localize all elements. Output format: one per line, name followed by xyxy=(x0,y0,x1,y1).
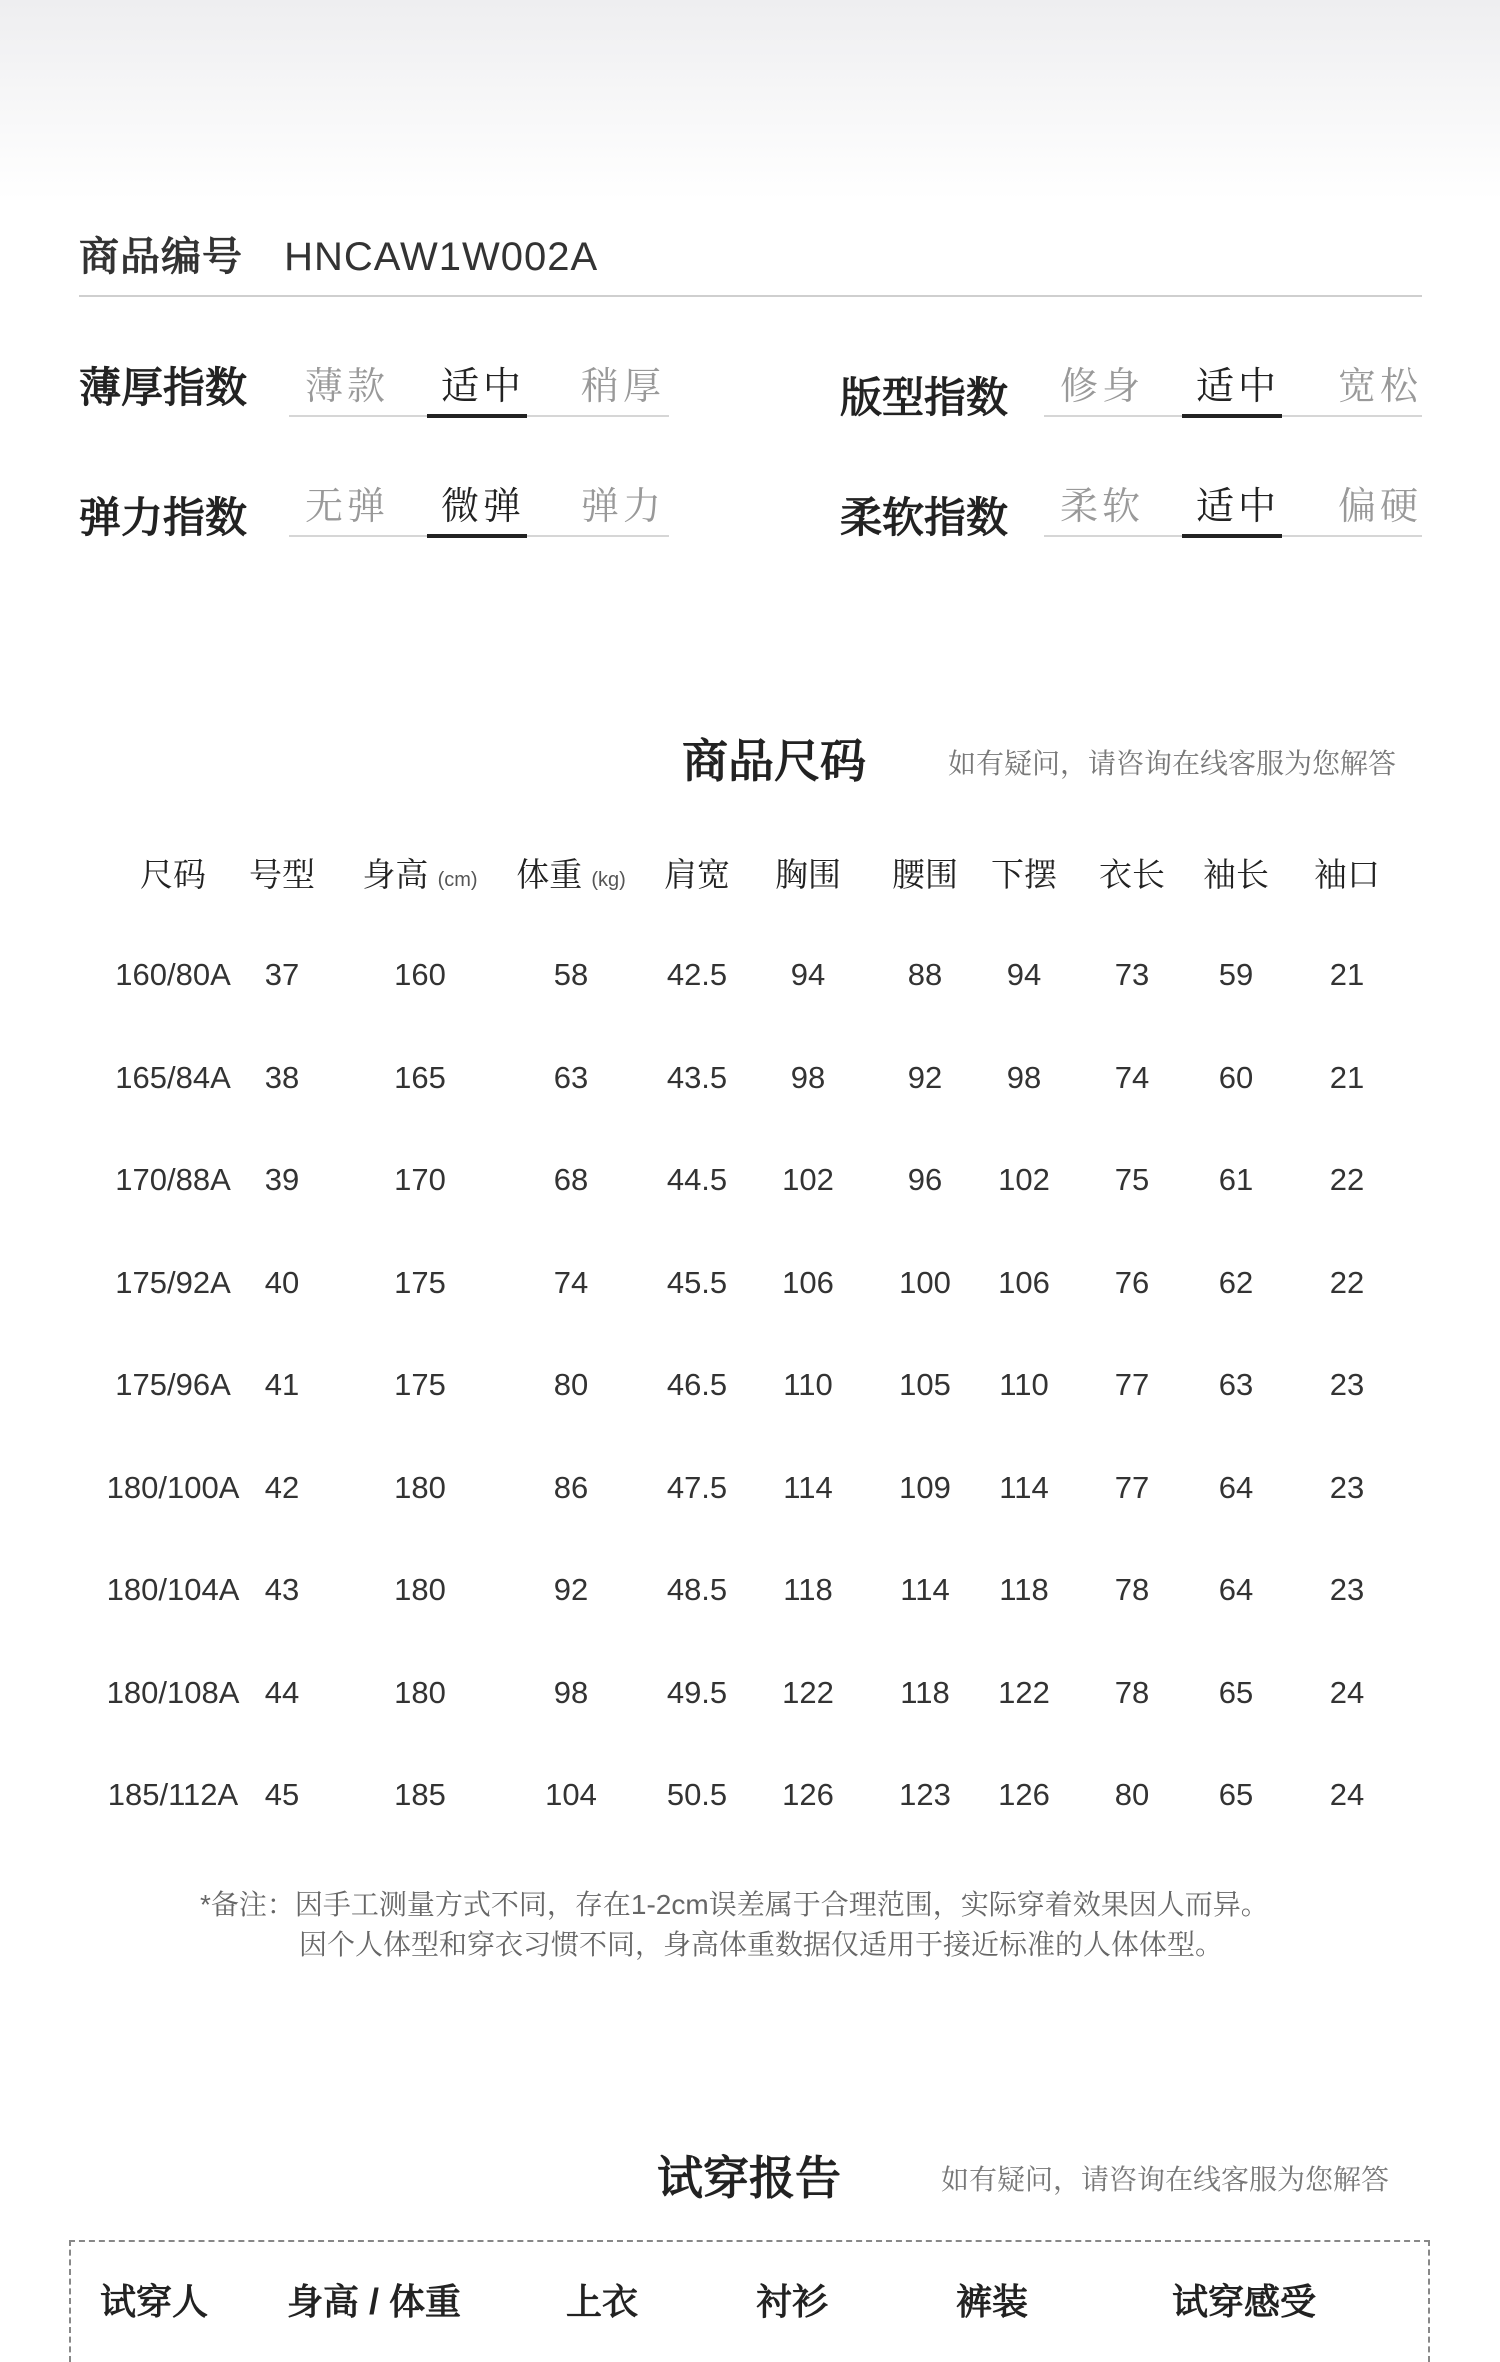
cell-length: 80 xyxy=(1114,1777,1150,1812)
header-weight: 体重 (kg) xyxy=(516,856,626,893)
size-note-line-2: 因个人体型和穿衣习惯不同，身高体重数据仅适用于接近标准的人体体型。 xyxy=(299,1929,1224,1960)
cell-length: 77 xyxy=(1114,1469,1150,1505)
cell-cuff: 22 xyxy=(1329,1264,1365,1300)
top-background xyxy=(0,0,1500,200)
cell-cuff: 21 xyxy=(1329,1059,1365,1095)
trial-header-person: 试穿人 xyxy=(100,2281,209,2322)
cell-hem: 126 xyxy=(998,1777,1050,1812)
cell-chest: 118 xyxy=(783,1572,833,1607)
cell-shoulder: 42.5 xyxy=(666,957,728,992)
header-sleeve-length: 袖长 xyxy=(1203,856,1269,893)
elasticity-option-stretch: 弹力 xyxy=(581,486,666,528)
fit-index-scale xyxy=(1044,355,1422,417)
elasticity-index xyxy=(79,475,669,555)
cell-hem: 114 xyxy=(999,1469,1049,1505)
table-row xyxy=(79,1765,1422,1868)
cell-length: 78 xyxy=(1114,1674,1150,1710)
cell-waist: 109 xyxy=(899,1469,951,1505)
size-table-body xyxy=(79,945,1422,1868)
cell-cuff: 23 xyxy=(1329,1469,1365,1505)
cell-fit-type: 41 xyxy=(264,1367,300,1402)
cell-sleeve-length: 63 xyxy=(1218,1367,1254,1402)
cell-hem: 94 xyxy=(1006,957,1042,992)
softness-option-soft: 柔软 xyxy=(1060,486,1145,528)
cell-sleeve-length: 64 xyxy=(1218,1572,1254,1607)
table-row xyxy=(79,1048,1422,1151)
cell-shoulder: 48.5 xyxy=(666,1572,728,1607)
cell-cuff: 24 xyxy=(1329,1777,1365,1812)
elasticity-index-label: 弹力指数 xyxy=(79,494,248,541)
header-waist: 腰围 xyxy=(892,856,958,893)
fit-option-medium: 适中 xyxy=(1196,366,1281,408)
header-weight-unit: (kg) xyxy=(591,869,626,891)
cell-length: 76 xyxy=(1114,1264,1150,1300)
cell-chest: 98 xyxy=(790,1059,826,1095)
cell-sleeve-length: 65 xyxy=(1218,1674,1254,1710)
size-note xyxy=(200,1885,1269,1965)
thickness-index xyxy=(79,355,669,435)
cell-cuff: 23 xyxy=(1329,1367,1365,1402)
cell-length: 77 xyxy=(1114,1367,1150,1402)
table-row xyxy=(79,945,1422,1048)
cell-size: 180/100A xyxy=(106,1469,240,1505)
cell-weight: 98 xyxy=(553,1674,589,1710)
cell-waist: 118 xyxy=(900,1674,950,1710)
softness-selected-marker xyxy=(1182,534,1282,538)
cell-weight: 86 xyxy=(553,1469,589,1505)
fit-selected-marker xyxy=(1182,414,1282,418)
table-row xyxy=(79,1150,1422,1253)
size-table xyxy=(79,845,1422,1868)
cell-hem: 106 xyxy=(998,1264,1050,1300)
header-chest: 胸围 xyxy=(775,856,841,893)
fit-index-label: 版型指数 xyxy=(840,374,1009,421)
cell-shoulder: 47.5 xyxy=(666,1469,728,1505)
trial-header-top: 上衣 xyxy=(566,2281,639,2322)
cell-waist: 92 xyxy=(907,1059,943,1095)
fit-option-slim: 修身 xyxy=(1060,366,1145,408)
size-section-hint: 如有疑问，请咨询在线客服为您解答 xyxy=(948,748,1397,779)
elasticity-option-none: 无弹 xyxy=(305,486,390,528)
table-row xyxy=(79,1663,1422,1766)
cell-weight: 92 xyxy=(553,1572,589,1607)
cell-length: 73 xyxy=(1114,957,1150,992)
cell-shoulder: 49.5 xyxy=(666,1674,728,1710)
cell-fit-type: 39 xyxy=(264,1162,300,1197)
trial-header-shirt: 衬衫 xyxy=(756,2281,829,2322)
cell-sleeve-length: 65 xyxy=(1218,1777,1254,1812)
cell-shoulder: 46.5 xyxy=(666,1367,728,1402)
cell-chest: 102 xyxy=(782,1162,834,1197)
cell-chest: 110 xyxy=(783,1367,833,1402)
cell-height: 170 xyxy=(394,1162,446,1197)
product-code-value: HNCAW1W002A xyxy=(284,235,599,279)
softness-option-stiff: 偏硬 xyxy=(1338,486,1423,528)
product-code-row xyxy=(79,225,598,282)
cell-sleeve-length: 62 xyxy=(1218,1264,1254,1300)
cell-height: 180 xyxy=(394,1469,446,1505)
cell-size: 175/96A xyxy=(115,1367,231,1402)
header-hem: 下摆 xyxy=(991,856,1057,893)
trial-header-pants: 裤装 xyxy=(956,2281,1029,2322)
size-note-line-1: *备注：因手工测量方式不同，存在1-2cm误差属于合理范围，实际穿着效果因人而异。 xyxy=(200,1889,1269,1920)
cell-hem: 118 xyxy=(999,1572,1049,1607)
header-height-unit: (cm) xyxy=(437,869,478,891)
table-row xyxy=(79,1355,1422,1458)
header-length: 衣长 xyxy=(1099,856,1165,893)
size-table-header xyxy=(79,845,1422,945)
cell-chest: 94 xyxy=(790,957,826,992)
cell-chest: 122 xyxy=(782,1674,834,1710)
thickness-selected-marker xyxy=(427,414,527,418)
cell-fit-type: 37 xyxy=(264,957,300,992)
cell-shoulder: 45.5 xyxy=(666,1264,728,1300)
fit-index xyxy=(840,355,1422,435)
divider xyxy=(79,295,1422,297)
cell-height: 180 xyxy=(394,1572,446,1607)
cell-chest: 114 xyxy=(783,1469,833,1505)
trial-header-height-weight: 身高 / 体重 xyxy=(287,2281,462,2322)
thickness-option-thick: 稍厚 xyxy=(581,366,666,408)
cell-weight: 63 xyxy=(553,1059,589,1095)
cell-fit-type: 43 xyxy=(264,1572,300,1607)
table-row xyxy=(79,1560,1422,1663)
cell-chest: 126 xyxy=(782,1777,834,1812)
cell-hem: 98 xyxy=(1006,1059,1042,1095)
cell-sleeve-length: 59 xyxy=(1218,957,1254,992)
cell-height: 160 xyxy=(394,957,446,992)
cell-size: 185/112A xyxy=(107,1777,239,1812)
fit-option-loose: 宽松 xyxy=(1338,366,1423,408)
softness-index xyxy=(840,475,1422,555)
cell-shoulder: 50.5 xyxy=(666,1777,728,1812)
product-code-label: 商品编号 xyxy=(79,235,243,279)
header-size: 尺码 xyxy=(140,856,206,893)
cell-hem: 122 xyxy=(998,1674,1050,1710)
cell-waist: 100 xyxy=(899,1264,951,1300)
cell-weight: 80 xyxy=(553,1367,589,1402)
cell-waist: 88 xyxy=(907,957,943,992)
trial-section-title: 试穿报告 xyxy=(657,2152,841,2204)
cell-weight: 104 xyxy=(545,1777,597,1812)
softness-index-label: 柔软指数 xyxy=(840,494,1009,541)
cell-size: 165/84A xyxy=(115,1059,231,1095)
thickness-index-scale xyxy=(289,355,669,417)
cell-length: 75 xyxy=(1114,1162,1150,1197)
thickness-index-label: 薄厚指数 xyxy=(79,364,248,411)
elasticity-index-scale xyxy=(289,475,669,537)
cell-hem: 110 xyxy=(999,1367,1049,1402)
softness-option-medium: 适中 xyxy=(1196,486,1281,528)
cell-fit-type: 45 xyxy=(264,1777,300,1812)
cell-waist: 114 xyxy=(900,1572,950,1607)
cell-hem: 102 xyxy=(998,1162,1050,1197)
cell-size: 175/92A xyxy=(115,1264,231,1300)
cell-height: 180 xyxy=(394,1674,446,1710)
cell-cuff: 21 xyxy=(1329,957,1365,992)
cell-weight: 74 xyxy=(553,1264,589,1300)
cell-fit-type: 42 xyxy=(264,1469,300,1505)
trial-report-table xyxy=(69,2240,1430,2362)
thickness-option-thin: 薄款 xyxy=(305,366,390,408)
cell-chest: 106 xyxy=(782,1264,834,1300)
header-height: 身高 (cm) xyxy=(362,856,478,893)
cell-height: 175 xyxy=(394,1264,446,1300)
elasticity-option-slight: 微弹 xyxy=(441,486,526,528)
cell-size: 180/108A xyxy=(106,1674,240,1710)
cell-weight: 58 xyxy=(553,957,589,992)
cell-sleeve-length: 64 xyxy=(1218,1469,1254,1505)
cell-waist: 96 xyxy=(907,1162,943,1197)
cell-length: 74 xyxy=(1114,1059,1150,1095)
cell-weight: 68 xyxy=(553,1162,589,1197)
trial-section-hint: 如有疑问，请咨询在线客服为您解答 xyxy=(941,2164,1390,2195)
cell-cuff: 24 xyxy=(1329,1674,1365,1710)
cell-cuff: 23 xyxy=(1329,1572,1365,1607)
cell-height: 165 xyxy=(394,1059,446,1095)
size-section-title: 商品尺码 xyxy=(682,735,866,787)
thickness-option-medium: 适中 xyxy=(441,366,526,408)
elasticity-selected-marker xyxy=(427,534,527,538)
cell-waist: 105 xyxy=(899,1367,951,1402)
header-cuff: 袖口 xyxy=(1314,856,1380,893)
cell-fit-type: 38 xyxy=(264,1059,300,1095)
table-row xyxy=(79,1253,1422,1356)
cell-length: 78 xyxy=(1114,1572,1150,1607)
cell-height: 185 xyxy=(394,1777,446,1812)
header-shoulder: 肩宽 xyxy=(664,856,730,893)
cell-cuff: 22 xyxy=(1329,1162,1365,1197)
table-row xyxy=(79,1458,1422,1561)
cell-size: 180/104A xyxy=(106,1572,240,1607)
softness-index-scale xyxy=(1044,475,1422,537)
cell-height: 175 xyxy=(394,1367,446,1402)
cell-shoulder: 43.5 xyxy=(666,1059,728,1095)
cell-sleeve-length: 61 xyxy=(1218,1162,1254,1197)
cell-waist: 123 xyxy=(899,1777,951,1812)
cell-fit-type: 40 xyxy=(264,1264,300,1300)
cell-size: 160/80A xyxy=(115,957,231,992)
cell-sleeve-length: 60 xyxy=(1218,1059,1254,1095)
trial-header-feeling: 试穿感受 xyxy=(1172,2281,1317,2322)
cell-shoulder: 44.5 xyxy=(666,1162,728,1197)
cell-size: 170/88A xyxy=(115,1162,231,1197)
cell-fit-type: 44 xyxy=(264,1674,300,1710)
header-fit-type: 号型 xyxy=(249,856,315,893)
